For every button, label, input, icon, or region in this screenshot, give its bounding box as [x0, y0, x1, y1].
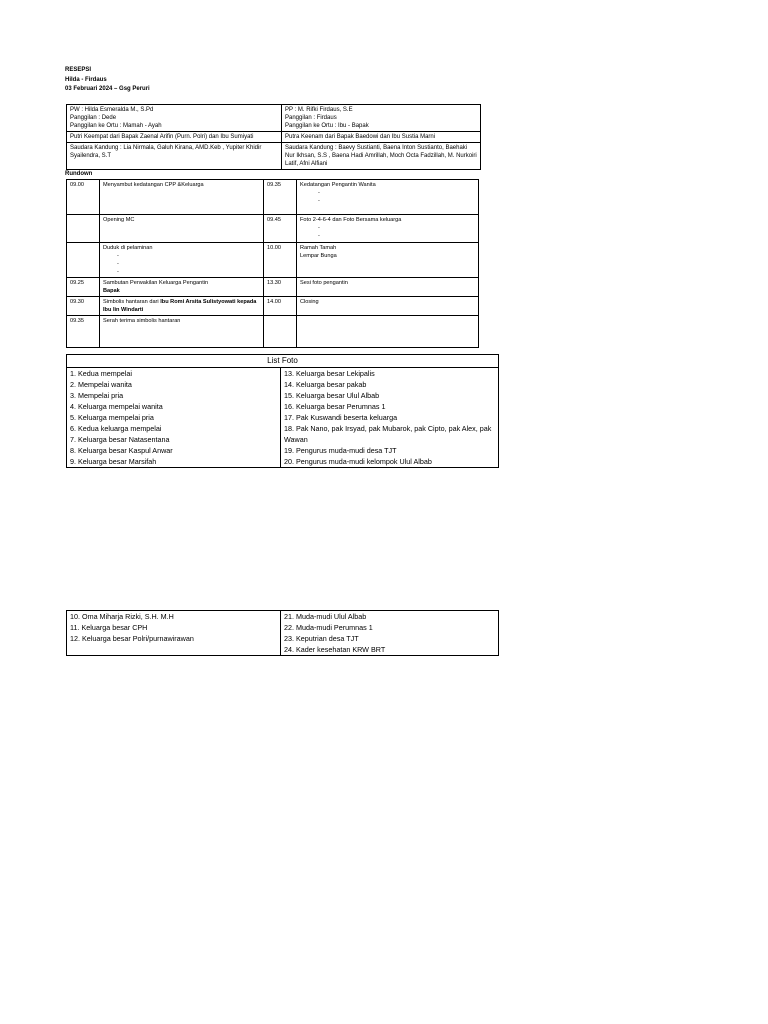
- rundown-time: 09.00: [67, 180, 100, 215]
- table-row: [67, 132, 481, 143]
- date-place: 03 Februari 2024 – Gsg Peruri: [65, 86, 150, 92]
- list-item: 3. Mempelai pria: [70, 391, 124, 400]
- rundown-activity-bold: Ibu Romi Arsita Sulistyowati kepada Ibu Iin Windarti: [103, 299, 257, 313]
- pw-child-of: Putri Keempat dari Bapak Zaenal Arifin (Purn. Polri) dan Ibu Sumiyati: [67, 132, 282, 143]
- table-row: [67, 143, 481, 170]
- list-item: 11. Keluarga besar CPH: [70, 623, 148, 632]
- list-item: 20. Pengurus muda-mudi kelompok Ulul Albab: [284, 457, 432, 466]
- rundown-table: [66, 179, 479, 348]
- document-title: RESEPSI: [65, 67, 92, 73]
- couple-info-table: [66, 104, 481, 170]
- rundown-activity-cell: [100, 278, 264, 297]
- rundown-activity: Menyambut kedatangan CPP &Keluarga: [100, 180, 264, 215]
- rundown-activity: Closing: [297, 297, 479, 316]
- rundown-activity-cell: [100, 297, 264, 316]
- list-item: 17. Pak Kuswandi beserta keluarga: [284, 413, 398, 422]
- table-row: [67, 316, 479, 348]
- rundown-activity-cell: [297, 243, 479, 278]
- list-item: 10. Oma Miharja Rizki, S.H. M.H: [70, 612, 174, 621]
- rundown-activity-cell: [297, 180, 479, 215]
- photo-list-table: [66, 354, 499, 468]
- list-item: 13. Keluarga besar Lekipalis: [284, 369, 375, 378]
- rundown-time: 09.35: [67, 316, 100, 348]
- list-item: 22. Muda-mudi Perumnas 1: [284, 623, 373, 632]
- couple-names: Hilda - Firdaus: [65, 77, 107, 83]
- rundown-activity-2: Lempar Bunga: [300, 253, 337, 259]
- table-row: [67, 278, 479, 297]
- rundown-activity: Kedatangan Pengantin Wanita: [300, 182, 376, 188]
- rundown-activity-bold: Bapak: [103, 288, 120, 294]
- pp-child-of: Putra Keenam dari Bapak Baedowi dan Ibu Sustia Marni: [282, 132, 481, 143]
- rundown-activity: Duduk di pelaminan: [103, 245, 153, 251]
- rundown-activity: Simbolis hantaran dari: [103, 299, 161, 305]
- list-item: 5. Keluarga mempelai pria: [70, 413, 154, 422]
- rundown-time: 09.30: [67, 297, 100, 316]
- table-row: [67, 215, 479, 243]
- list-item: 8. Keluarga besar Kaspul Anwar: [70, 446, 173, 455]
- rundown-time: 09.45: [264, 215, 297, 243]
- rundown-time: 09.35: [264, 180, 297, 215]
- rundown-label: Rundown: [65, 171, 93, 177]
- photo-list-right: [281, 368, 499, 468]
- rundown-activity: Serah terima simbolis hantaran: [100, 316, 264, 348]
- table-row: [67, 368, 499, 468]
- dash: -: [318, 225, 320, 231]
- pw-name: PW : Hilda Esmeralda M., S.Pd: [70, 107, 154, 113]
- dash: -: [318, 233, 320, 239]
- pw-nick: Panggilan : Dede: [70, 115, 117, 121]
- list-item: 16. Keluarga besar Perumnas 1: [284, 402, 386, 411]
- table-row: [67, 297, 479, 316]
- dash: -: [318, 190, 320, 196]
- table-row: [67, 180, 479, 215]
- photo-list-table-continued: [66, 610, 499, 656]
- list-item: 21. Muda-mudi Ulul Albab: [284, 612, 367, 621]
- pp-siblings: Saudara Kandung : Baevy Sustianti, Baena Inton Sustianto, Baehaki Nur Ikhsan, S.S , Baena Hadi Amrillah, Moch Octa Fadzillah, M. Nurkoiri Latif, Afni Alfiani: [282, 143, 481, 170]
- photo-list-left: [67, 611, 281, 656]
- table-row: [67, 611, 499, 656]
- dash: -: [117, 253, 119, 259]
- rundown-time: 10.00: [264, 243, 297, 278]
- dash: -: [318, 198, 320, 204]
- dash: -: [117, 261, 119, 267]
- rundown-activity: Opening MC: [100, 215, 264, 243]
- dash: -: [117, 269, 119, 275]
- list-item: 9. Keluarga besar Marsifah: [70, 457, 157, 466]
- rundown-activity-cell: [100, 243, 264, 278]
- rundown-activity: Foto 2-4-6-4 dan Foto Bersama keluarga: [300, 217, 402, 223]
- pw-siblings: Saudara Kandung : Lia Nirmala, Galuh Kirana, AMD.Keb , Yupiter Khidir Syailendra, S.T: [67, 143, 282, 170]
- pw-basic-cell: [67, 105, 282, 132]
- pp-name: PP : M. Rifki Firdaus, S.E: [285, 107, 353, 113]
- list-item: 14. Keluarga besar pakab: [284, 380, 367, 389]
- rundown-activity: Sesi foto pengantin: [297, 278, 479, 297]
- list-item: 6. Kedua keluarga mempelai: [70, 424, 162, 433]
- photo-list-title: List Foto: [67, 355, 499, 368]
- list-item: 15. Keluarga besar Ulul Albab: [284, 391, 380, 400]
- list-item: 7. Keluarga besar Natasentana: [70, 435, 170, 444]
- list-item: 18. Pak Nano, pak Irsyad, pak Mubarok, pak Cipto, pak Alex, pak Wawan: [284, 424, 492, 444]
- list-item: 4. Keluarga mempelai wanita: [70, 402, 163, 411]
- list-item: 24. Kader kesehatan KRW BRT: [284, 645, 386, 654]
- photo-list-left: [67, 368, 281, 468]
- table-row: [67, 243, 479, 278]
- list-item: 12. Keluarga besar Polri/purnawirawan: [70, 634, 194, 643]
- rundown-time: [67, 215, 100, 243]
- rundown-time: 13.30: [264, 278, 297, 297]
- photo-list-right: [281, 611, 499, 656]
- list-item: 19. Pengurus muda-mudi desa TJT: [284, 446, 397, 455]
- pp-basic-cell: [282, 105, 481, 132]
- rundown-time: [67, 243, 100, 278]
- rundown-time: 09.25: [67, 278, 100, 297]
- rundown-activity: Sambutan Perwakilan Keluarga Pengantin: [103, 280, 209, 286]
- rundown-time: [264, 316, 297, 348]
- table-row: [67, 105, 481, 132]
- table-row: [67, 355, 499, 368]
- rundown-activity: Ramah Tamah: [300, 245, 337, 251]
- rundown-activity: [297, 316, 479, 348]
- list-item: 1. Kedua mempelai: [70, 369, 132, 378]
- rundown-activity-cell: [297, 215, 479, 243]
- list-item: 23. Keputrian desa TJT: [284, 634, 359, 643]
- list-item: 2. Mempelai wanita: [70, 380, 132, 389]
- pp-parents-call: Panggilan ke Ortu : Ibu - Bapak: [285, 123, 369, 129]
- pw-parents-call: Panggilan ke Ortu : Mamah - Ayah: [70, 123, 162, 129]
- rundown-time: 14.00: [264, 297, 297, 316]
- pp-nick: Panggilan : Firdaus: [285, 115, 337, 121]
